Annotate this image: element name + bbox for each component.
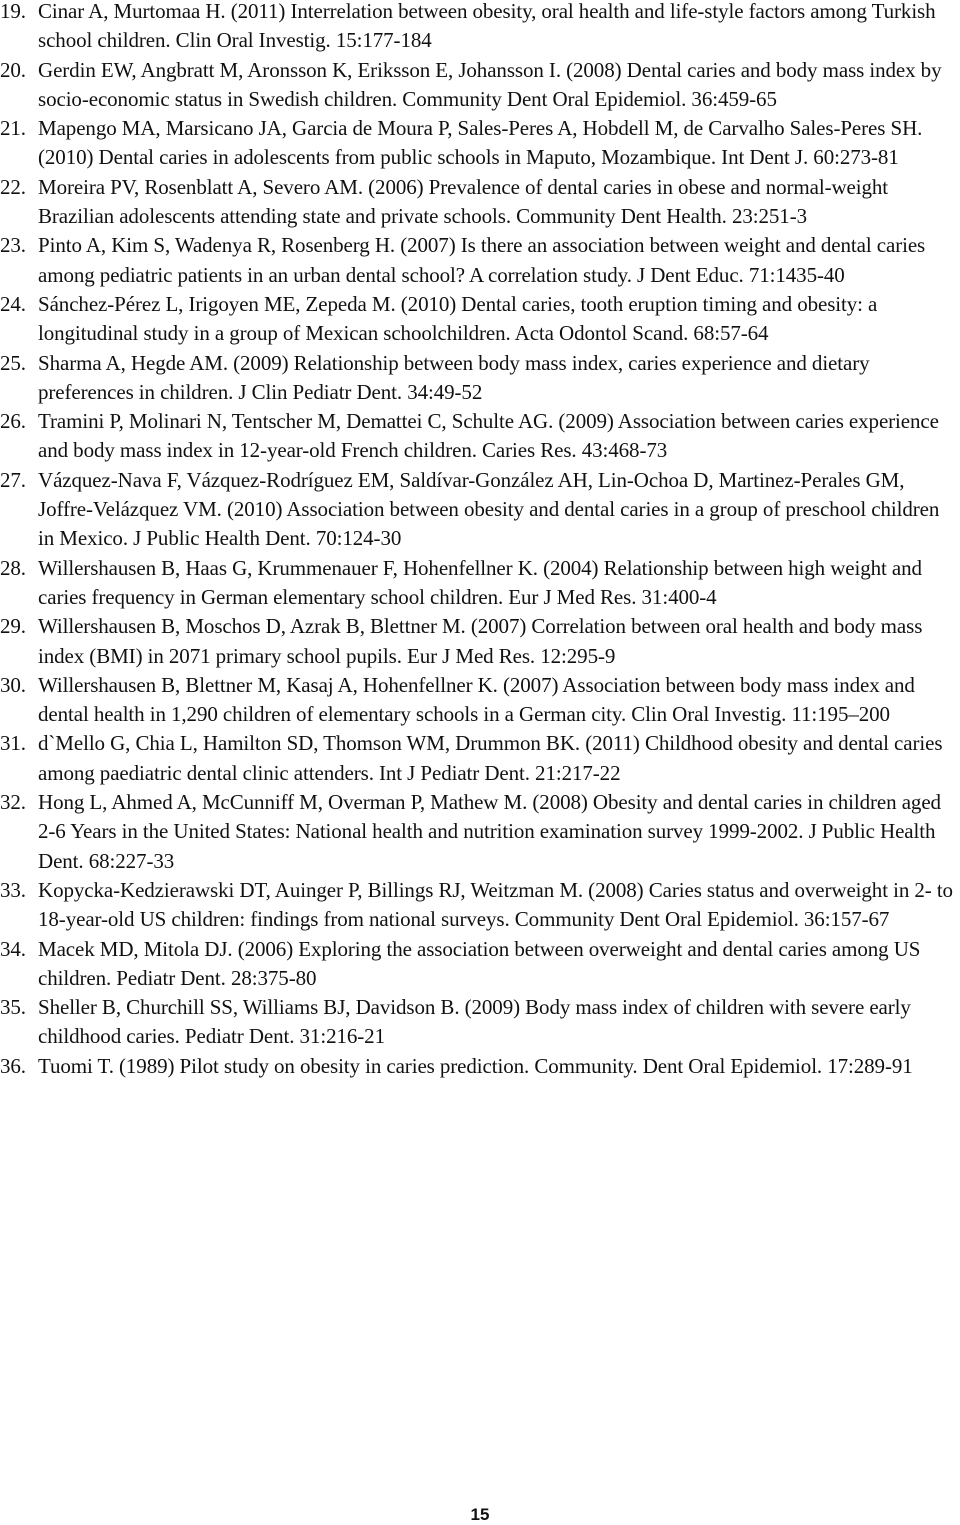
reference-item (0, 935, 958, 994)
reference-number: 30. (0, 672, 26, 697)
reference-item (0, 290, 958, 349)
reference-text: Sheller B, Churchill SS, Williams BJ, Davidson B. (2009) Body mass index of children with severe early childhood caries. Pediatr Dent. 31:216-21 (38, 995, 911, 1049)
reference-number: 34. (0, 936, 26, 961)
reference-item (0, 876, 958, 935)
reference-item (0, 788, 958, 876)
reference-text: Moreira PV, Rosenblatt A, Severo AM. (2006) Prevalence of dental caries in obese and normal-weight Brazilian adolescents attending state and private schools. Community Dent Health. 23:251-3 (38, 174, 889, 229)
reference-text: Mapengo MA, Marsicano JA, Garcia de Moura P, Sales-Peres A, Hobdell M, de Carvalho Sales-Peres SH. (2010) Dental caries in adolescents from public schools in Maputo, Mozambique. Int Dent J. 60:273-81 (38, 116, 923, 170)
reference-text: Tuomi T. (1989) Pilot study on obesity in caries prediction. Community. Dent Oral Epidemiol. 17:289-91 (38, 1053, 913, 1078)
reference-item (0, 671, 958, 730)
reference-text: Sharma A, Hegde AM. (2009) Relationship between body mass index, caries experience and dietary preferences in children. J Clin Pediatr Dent. 34:49-52 (38, 350, 870, 404)
reference-number: 27. (0, 467, 26, 492)
reference-item (0, 173, 958, 232)
reference-number: 19. (0, 0, 26, 23)
reference-number: 31. (0, 731, 26, 756)
reference-text: Willershausen B, Moschos D, Azrak B, Blettner M. (2007) Correlation between oral health and body mass index (BMI) in 2071 primary school pupils. Eur J Med Res. 12:295-9 (38, 614, 923, 668)
reference-text: Macek MD, Mitola DJ. (2006) Exploring the association between overweight and dental caries among US children. Pediatr Dent. 28:375-80 (38, 936, 921, 990)
reference-number: 32. (0, 790, 26, 815)
reference-item (0, 231, 958, 290)
reference-number: 29. (0, 614, 26, 639)
reference-item (0, 349, 958, 408)
reference-item (0, 0, 958, 56)
reference-number: 21. (0, 116, 26, 141)
reference-text: Kopycka-Kedzierawski DT, Auinger P, Billings RJ, Weitzman M. (2008) Caries status and overweight in 2- to 18-year-old US children: findings from national surveys. Community Dent Oral Epidemiol. 36:157-67 (38, 877, 953, 932)
reference-item (0, 114, 958, 173)
reference-number: 24. (0, 291, 26, 316)
reference-item (0, 612, 958, 671)
reference-text: Vázquez-Nava F, Vázquez-Rodríguez EM, Saldívar-González AH, Lin-Ochoa D, Martinez-Perales GM, Joffre-Velázquez VM. (2010) Association between obesity and dental caries in a group of preschool children in Mexico. J Public Health Dent. 70:124-30 (38, 467, 940, 551)
reference-text: Hong L, Ahmed A, McCunniff M, Overman P, Mathew M. (2008) Obesity and dental caries in children aged 2-6 Years in the United States: National health and nutrition examination survey 1999-2002. J Public Health Dent. 68:227-33 (38, 790, 941, 873)
page-number: 15 (470, 1505, 490, 1524)
reference-item (0, 993, 958, 1052)
reference-number: 28. (0, 555, 26, 580)
reference-text: Willershausen B, Haas G, Krummenauer F, Hohenfellner K. (2004) Relationship between high weight and caries frequency in German elementary school children. Eur J Med Res. 31:400-4 (38, 555, 922, 609)
reference-text: Sánchez-Pérez L, Irigoyen ME, Zepeda M. (2010) Dental caries, tooth eruption timing and obesity: a longitudinal study in a group of Mexican schoolchildren. Acta Odontol Scand. 68:57-64 (38, 291, 878, 346)
reference-text: Pinto A, Kim S, Wadenya R, Rosenberg H. (2007) Is there an association between weight and dental caries among pediatric patients in an urban dental school? A correlation study. J Dent Educ. 71:1435-40 (38, 233, 926, 287)
reference-number: 36. (0, 1053, 26, 1078)
reference-item (0, 1052, 958, 1081)
reference-text: d`Mello G, Chia L, Hamilton SD, Thomson WM, Drummon BK. (2011) Childhood obesity and dental caries among paediatric dental clinic attenders. Int J Pediatr Dent. 21:217-22 (38, 731, 943, 785)
reference-number: 23. (0, 233, 26, 258)
reference-number: 22. (0, 174, 26, 199)
reference-number: 26. (0, 409, 26, 434)
reference-number: 35. (0, 995, 26, 1020)
reference-item (0, 56, 958, 115)
reference-item (0, 466, 958, 554)
reference-text: Tramini P, Molinari N, Tentscher M, Demattei C, Schulte AG. (2009) Association between caries experience and body mass index in 12-year-old French children. Caries Res. 43:468-73 (38, 409, 939, 463)
reference-item (0, 407, 958, 466)
reference-text: Gerdin EW, Angbratt M, Aronsson K, Eriksson E, Johansson I. (2008) Dental caries and body mass index by socio-economic status in Swedish children. Community Dent Oral Epidemiol. 36:459-65 (38, 57, 942, 111)
reference-text: Cinar A, Murtomaa H. (2011) Interrelation between obesity, oral health and life-style factors among Turkish school children. Clin Oral Investig. 15:177-184 (38, 0, 936, 53)
reference-number: 20. (0, 57, 26, 82)
reference-item (0, 729, 958, 788)
reference-item (0, 554, 958, 613)
reference-text: Willershausen B, Blettner M, Kasaj A, Hohenfellner K. (2007) Association between body mass index and dental health in 1,290 children of elementary schools in a German city. Clin Oral Investig. 11:195–200 (38, 672, 915, 727)
reference-number: 25. (0, 350, 26, 375)
reference-number: 33. (0, 877, 26, 902)
